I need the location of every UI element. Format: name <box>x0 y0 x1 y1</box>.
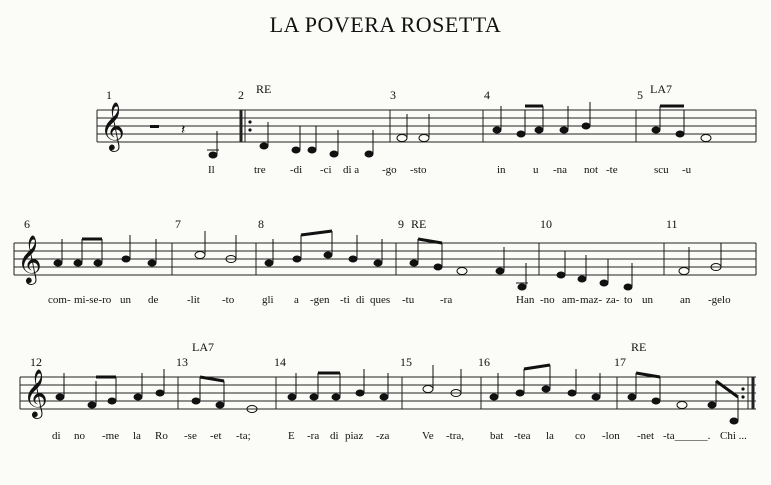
lyric-syllable: -ti <box>340 294 350 306</box>
lyric-syllable: un <box>120 294 131 306</box>
lyric-syllable: un <box>642 294 653 306</box>
chord-symbol: RE <box>411 217 427 231</box>
lyric-syllable: de <box>148 294 159 306</box>
measure-number: 3 <box>390 88 396 102</box>
lyric-syllable: -lit <box>187 294 200 306</box>
lyric-syllable: -net <box>637 430 655 442</box>
lyric-syllable: an <box>680 294 691 306</box>
chord-symbol: RE <box>256 82 272 96</box>
lyric-syllable: tre <box>254 164 266 176</box>
song-title: LA POVERA ROSETTA <box>269 12 502 37</box>
lyric-syllable: E <box>288 430 295 442</box>
lyric-syllable: -ta; <box>236 430 251 442</box>
lyric-syllable: Il <box>208 164 215 176</box>
lyric-syllable: scu <box>654 164 669 176</box>
lyric-syllable: -za <box>376 430 390 442</box>
measure-number: 13 <box>176 355 188 369</box>
lyric-syllable: -et <box>210 430 222 442</box>
svg-text:𝄞: 𝄞 <box>23 368 48 417</box>
lyric-syllable: di a <box>343 164 360 176</box>
lyric-syllable: no <box>74 430 85 442</box>
lyric-syllable: -ra <box>307 430 320 442</box>
chord-symbol: LA7 <box>192 340 214 354</box>
lyric-syllable: ques <box>370 294 391 306</box>
lyric-syllable: piaz <box>345 430 364 442</box>
lyric-syllable: co <box>575 430 586 442</box>
lyric-syllable: -gelo <box>708 294 731 306</box>
lyric-syllable: -di <box>290 164 303 176</box>
lyric-syllable: a <box>294 294 299 306</box>
chord-symbol: LA7 <box>650 82 672 96</box>
lyric-syllable: gli <box>262 294 274 306</box>
lyric-syllable: -ta______. <box>663 430 711 442</box>
lyric-syllable: -tea <box>514 430 531 442</box>
lyric-syllable: -tra, <box>446 430 465 442</box>
lyric-syllable: Chi ... <box>720 430 747 442</box>
lyric-syllable: Ro <box>155 430 168 442</box>
lyric-syllable: la <box>133 430 141 442</box>
lyric-syllable: Han <box>516 294 535 306</box>
lyric-syllable: com- <box>48 294 71 306</box>
measure-number: 16 <box>478 355 490 369</box>
lyric-syllable: mi-se-ro <box>74 294 112 306</box>
measure-number: 11 <box>666 217 678 231</box>
lyric-syllable: -te <box>606 164 618 176</box>
lyric-syllable: -gen <box>310 294 330 306</box>
lyric-syllable: la <box>546 430 554 442</box>
lyric-syllable: -me <box>102 430 120 442</box>
lyric-syllable: maz- <box>580 294 602 306</box>
lyric-syllable: -se <box>184 430 197 442</box>
measure-number: 4 <box>484 88 490 102</box>
lyric-syllable: -ci <box>320 164 332 176</box>
lyric-syllable: di <box>330 430 339 442</box>
svg-text:𝄞: 𝄞 <box>17 234 42 283</box>
svg-text:𝄞: 𝄞 <box>100 101 125 150</box>
lyric-syllable: -lon <box>602 430 620 442</box>
lyric-syllable: not <box>584 164 599 176</box>
lyric-syllable: Ve <box>422 430 434 442</box>
lyric-syllable: -u <box>682 164 692 176</box>
measure-number: 9 <box>398 217 404 231</box>
measure-number: 14 <box>274 355 286 369</box>
measure-number: 6 <box>24 217 30 231</box>
lyric-syllable: -sto <box>410 164 427 176</box>
lyric-syllable: -go <box>382 164 397 176</box>
lyric-syllable: di <box>356 294 365 306</box>
lyric-syllable: to <box>624 294 633 306</box>
measure-number: 8 <box>258 217 264 231</box>
chord-symbol: RE <box>631 340 647 354</box>
lyric-syllable: -tu <box>402 294 415 306</box>
lyric-syllable: za- <box>606 294 620 306</box>
measure-number: 12 <box>30 355 42 369</box>
measure-number: 10 <box>540 217 552 231</box>
measure-number: 17 <box>614 355 626 369</box>
lyric-syllable: -ra <box>440 294 453 306</box>
lyric-syllable: in <box>497 164 506 176</box>
lyric-syllable: bat <box>490 430 504 442</box>
measure-number: 7 <box>175 217 181 231</box>
measure-number: 15 <box>400 355 412 369</box>
lyric-syllable: -to <box>222 294 235 306</box>
lyric-syllable: am- <box>562 294 580 306</box>
svg-text:𝄽: 𝄽 <box>181 123 186 138</box>
lyric-syllable: -na <box>553 164 568 176</box>
lyric-syllable: di <box>52 430 61 442</box>
measure-number: 2 <box>238 88 244 102</box>
measure-number: 1 <box>106 88 112 102</box>
measure-number: 5 <box>637 88 643 102</box>
lyric-syllable: u <box>533 164 539 176</box>
lyric-syllable: -no <box>540 294 555 306</box>
